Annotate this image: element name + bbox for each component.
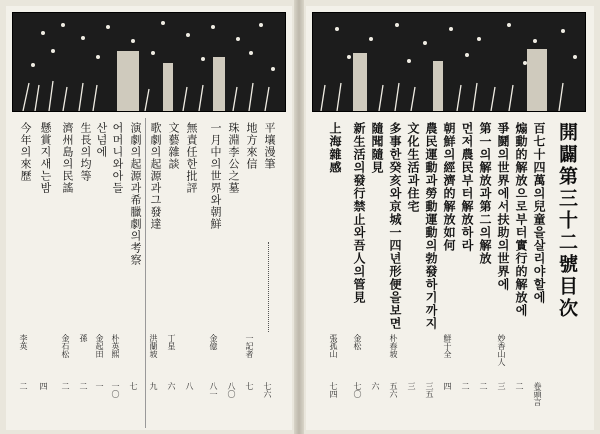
list-item xyxy=(370,122,384,390)
list-item xyxy=(226,122,240,398)
entry-title: 多事한癸亥와京城一四년形便을보면 xyxy=(388,122,402,330)
entry-page: 四 xyxy=(443,382,452,390)
entry-author: 洪蘭坡 xyxy=(149,334,158,358)
list-item xyxy=(532,122,546,406)
list-item xyxy=(38,122,52,390)
entry-title: 濟州島의民謠 xyxy=(61,122,74,194)
entry-title: 今年의來歷 xyxy=(19,122,32,182)
entry-author: 妙香山人 xyxy=(497,334,506,366)
entry-title: 懸賞지새는밤 xyxy=(39,122,52,194)
entry-author: 金起田 xyxy=(95,334,104,358)
entry-page: 一 xyxy=(95,382,104,390)
entry-author: 鮮于全 xyxy=(443,334,452,358)
entry-page: 三 xyxy=(497,382,506,390)
entry-title: 生長의均等 xyxy=(79,122,92,182)
list-item xyxy=(60,122,74,390)
entry-author: 張孤山 xyxy=(329,334,338,358)
list-item xyxy=(424,122,438,398)
list-item xyxy=(110,122,124,398)
entry-page: 八一 xyxy=(209,382,218,398)
entry-title: 爭鬪의世界에서扶助의世界에 xyxy=(496,122,510,291)
list-item xyxy=(388,122,402,398)
list-item xyxy=(496,122,510,390)
entry-author: 朴英熙 xyxy=(111,334,120,358)
column-rule xyxy=(145,118,146,428)
woodcut-illustration-right xyxy=(312,12,586,112)
entry-page: 二 xyxy=(515,382,524,390)
entry-page: 七四 xyxy=(329,382,338,398)
entry-title: 隨聞隨見 xyxy=(370,122,384,174)
list-item xyxy=(94,122,108,390)
entry-title: 第一의解放과第二의解放 xyxy=(478,122,492,265)
entry-author: 李英 xyxy=(19,334,28,350)
list-item xyxy=(166,122,180,390)
entry-title: 新生活의發行禁止와吾人의管見 xyxy=(352,122,366,304)
entry-title: 文藝雜談 xyxy=(167,122,180,170)
book-gutter xyxy=(294,0,304,434)
list-item xyxy=(442,122,456,390)
entry-title: 一月中의世界와朝鮮 xyxy=(209,122,222,230)
leader-dots xyxy=(268,242,269,332)
list-item xyxy=(208,122,222,398)
list-item xyxy=(406,122,420,390)
entry-author: 金石松 xyxy=(61,334,70,358)
entry-page: 二 xyxy=(61,382,70,390)
entry-author: 孫 xyxy=(79,334,88,342)
list-item xyxy=(18,122,32,390)
entry-page: 二 xyxy=(79,382,88,390)
list-item xyxy=(128,122,142,390)
entry-title: 演劇의起源과希臘劇의考察 xyxy=(129,122,142,266)
entry-page: 七〇 xyxy=(353,382,362,398)
entry-page: 七六 xyxy=(263,382,272,398)
entry-author: 丁星 xyxy=(167,334,176,350)
entry-author: 朴春坡 xyxy=(389,334,398,358)
entry-page: 七 xyxy=(245,382,254,390)
entry-title: 먼저農民부터解放하라 xyxy=(460,122,474,252)
list-item xyxy=(514,122,528,390)
list-item xyxy=(328,122,342,398)
left-page xyxy=(6,6,292,430)
entry-author: 金松 xyxy=(353,334,362,350)
list-item xyxy=(460,122,474,390)
entry-page: 七 xyxy=(129,382,138,390)
entry-title: 文化生活과住宅 xyxy=(406,122,420,213)
entry-page: 三 xyxy=(407,382,416,390)
list-item xyxy=(148,122,162,390)
list-item xyxy=(478,122,492,390)
entry-page: 八 xyxy=(185,382,194,390)
entry-title: 百七十四萬의兒童을살리야할에 xyxy=(532,122,546,304)
entry-title: 어머니와아들 xyxy=(111,122,124,194)
entry-page: 四 xyxy=(39,382,48,390)
entry-title: 上海雜感 xyxy=(328,122,342,174)
entry-page: 八〇 xyxy=(227,382,236,398)
entry-title: 朝鮮의經濟的解放如何 xyxy=(442,122,456,252)
list-item xyxy=(78,122,92,390)
list-item xyxy=(262,122,276,398)
right-page xyxy=(306,6,594,430)
list-item xyxy=(352,122,366,398)
entry-title: 平壤漫筆 xyxy=(263,122,276,170)
entry-title: 地方來信 xyxy=(245,122,258,170)
entry-author: 金億 xyxy=(209,334,218,350)
entry-page: 卷頭言 xyxy=(533,382,542,406)
entry-author: 一記者 xyxy=(245,334,254,358)
list-item xyxy=(184,122,198,390)
entry-page: 九 xyxy=(149,382,158,390)
entry-title: 珠淵李公之墓 xyxy=(227,122,240,194)
entry-page: 二 xyxy=(19,382,28,390)
contents-title: 開闢第三十二號目次 xyxy=(556,122,578,320)
woodcut-illustration-left xyxy=(12,12,286,112)
list-item xyxy=(244,122,258,390)
entry-page: 二 xyxy=(461,382,470,390)
entry-page: 二 xyxy=(479,382,488,390)
entry-page: 三五 xyxy=(425,382,434,398)
entry-page: 六 xyxy=(371,382,380,390)
entry-title: 煽動的解放으로부터實行的解放에 xyxy=(514,122,528,317)
entry-page: 六 xyxy=(167,382,176,390)
entry-title: 農民運動과勞動運動의勃發하기까지 xyxy=(424,122,438,330)
entry-title: 歌劇의起源과그發達 xyxy=(149,122,162,230)
entry-title: 산넘에 xyxy=(95,122,108,158)
entry-page: 五六 xyxy=(389,382,398,398)
entry-title: 無責任한批評 xyxy=(185,122,198,194)
entry-page: 一〇 xyxy=(111,382,120,398)
